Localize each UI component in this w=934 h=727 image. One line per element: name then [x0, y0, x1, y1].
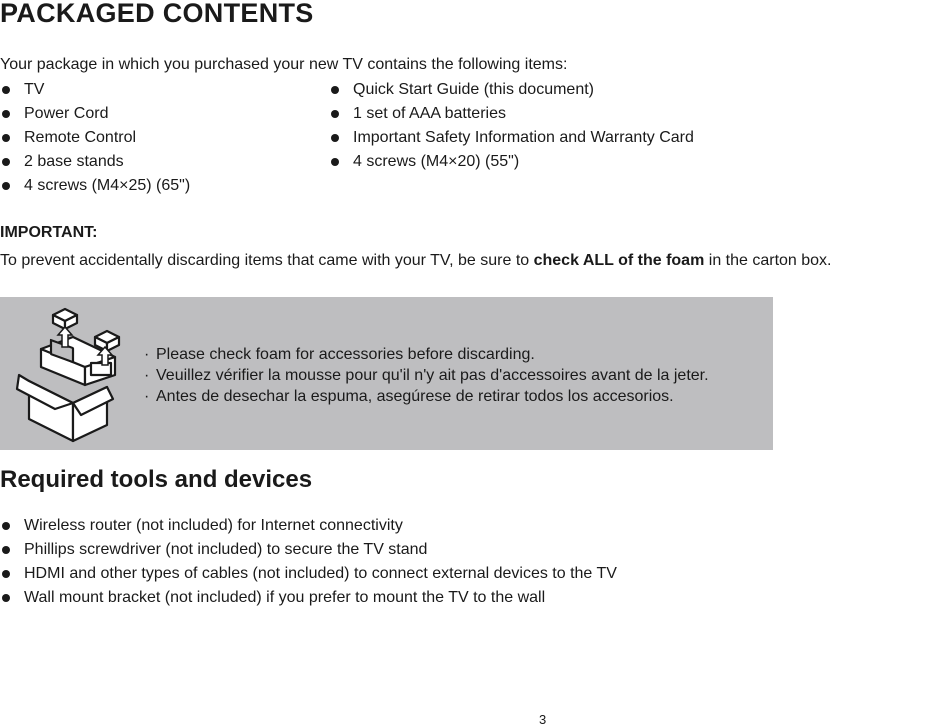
notice-line-en: · Please check foam for accessories before discarding. — [144, 346, 535, 363]
tools-list — [0, 516, 617, 612]
bullet-icon — [2, 570, 10, 578]
bullet-icon — [2, 546, 10, 554]
bullet-icon — [2, 110, 10, 118]
list-item: 4 screws (M4×25) (65") — [0, 176, 190, 200]
bullet-icon — [2, 134, 10, 142]
items-left-column — [0, 80, 190, 200]
page-title: PACKAGED CONTENTS — [0, 0, 314, 28]
notice-line-fr: · Veuillez vérifier la mousse pour qu'il n'y ait pas d'accessoires avant de la jeter. — [144, 367, 709, 384]
list-item: Remote Control — [0, 128, 190, 152]
list-item: Phillips screwdriver (not included) to secure the TV stand — [0, 540, 617, 564]
bullet-icon — [2, 158, 10, 166]
bullet-icon — [331, 158, 339, 166]
list-item: 1 set of AAA batteries — [329, 104, 694, 128]
tools-heading: Required tools and devices — [0, 466, 313, 493]
list-item: Wall mount bracket (not included) if you prefer to mount the TV to the wall — [0, 588, 617, 612]
carton-box-with-foam-icon — [15, 303, 135, 443]
intro-text: Your package in which you purchased your new TV contains the following items: — [0, 56, 568, 73]
bullet-icon — [2, 86, 10, 94]
list-item: Important Safety Information and Warranty Card — [329, 128, 694, 152]
list-item: TV — [0, 80, 190, 104]
page-number: 3 — [539, 712, 547, 727]
important-emphasis: check ALL of the foam — [533, 252, 705, 269]
important-heading: IMPORTANT: — [0, 224, 98, 241]
bullet-icon — [2, 522, 10, 530]
list-item: Wireless router (not included) for Internet connectivity — [0, 516, 617, 540]
notice-lines — [144, 344, 709, 407]
packaged-items — [0, 80, 900, 200]
bullet-icon — [331, 110, 339, 118]
list-item: Power Cord — [0, 104, 190, 128]
bullet-icon — [2, 182, 10, 190]
bullet-icon — [2, 594, 10, 602]
list-item: Quick Start Guide (this document) — [329, 80, 694, 104]
items-right-column — [329, 80, 694, 176]
bullet-icon — [331, 86, 339, 94]
list-item: 4 screws (M4×20) (55") — [329, 152, 694, 176]
important-text: To prevent accidentally discarding items that came with your TV, be sure to check ALL of the foam in the carton box. — [0, 252, 832, 269]
list-item: HDMI and other types of cables (not included) to connect external devices to the TV — [0, 564, 617, 588]
bullet-icon — [331, 134, 339, 142]
list-item: 2 base stands — [0, 152, 190, 176]
foam-notice-box — [0, 297, 773, 450]
notice-line-es: · Antes de desechar la espuma, asegúrese de retirar todos los accesorios. — [144, 388, 674, 405]
